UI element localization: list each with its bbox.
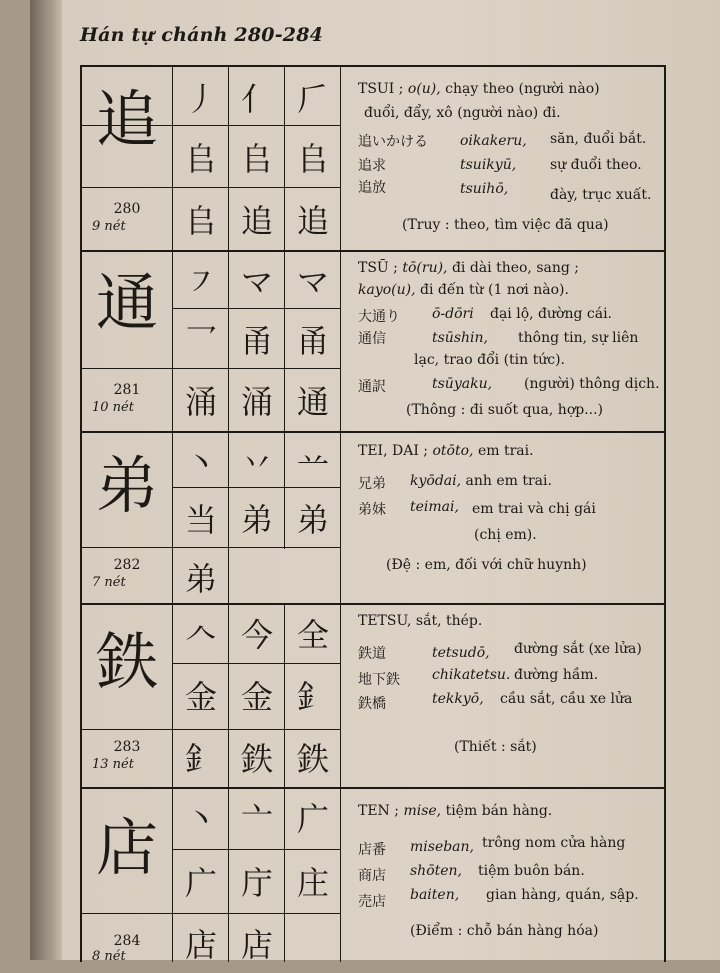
stroke-count: 9 nét xyxy=(92,219,126,234)
stroke-step: 䒑 xyxy=(296,444,329,482)
entry-description: TETSU, sắt, thép. 鉄道 tetsudō, đường sắt (xe lửa) 地下鉄 chikatetsu. đường hầm. 鉄橋 tekkyō, cầu sắt, cầu xe lửa (Thiết : sắt) xyxy=(358,613,642,755)
entry-number: 282 xyxy=(113,557,141,573)
running-head: Hán tự chánh 280-284 xyxy=(80,24,324,46)
main-kanji: 弟 xyxy=(95,449,158,522)
book-spine xyxy=(30,0,62,960)
stroke-step: 丿 xyxy=(184,80,217,118)
stroke-step: 丶 xyxy=(184,800,217,838)
entry-number: 280 xyxy=(113,201,141,217)
entry-number: 283 xyxy=(113,739,141,755)
stroke-step: 亠 xyxy=(240,800,273,838)
stroke-step: 庁 xyxy=(240,864,273,902)
stroke-step: 𠂤 xyxy=(184,140,217,178)
stroke-step: 𠂤 xyxy=(184,202,217,240)
stroke-step: 釒 xyxy=(296,678,329,716)
stroke-step: 亻 xyxy=(240,80,273,118)
stroke-step: 店 xyxy=(240,926,273,964)
stroke-step: 鉄 xyxy=(296,740,329,778)
stroke-step: 丶 xyxy=(184,444,217,482)
stroke-step: 鉄 xyxy=(240,740,273,778)
main-kanji: 追 xyxy=(95,83,158,156)
stroke-step: 店 xyxy=(184,926,217,964)
sino-vietnamese: (Điểm : chỗ bán hàng hóa) xyxy=(410,923,599,939)
entry-283 xyxy=(82,603,666,789)
reading: TETSU, xyxy=(358,613,412,629)
stroke-step: 今 xyxy=(240,616,273,654)
entry-282 xyxy=(82,431,666,605)
stroke-step: 弟 xyxy=(184,560,217,598)
reading: TEN ; xyxy=(358,803,399,819)
stroke-step: 弟 xyxy=(296,501,329,539)
stroke-step: 庄 xyxy=(296,864,329,902)
stroke-count: 7 nét xyxy=(92,575,126,590)
entry-number: 281 xyxy=(113,382,141,398)
stroke-step: マ xyxy=(240,263,273,301)
entry-description: TSŪ ; tō(ru), đi dài theo, sang ; kayo(u), đi đến từ (1 nơi nào). 大通り ō-dōri đại lộ, đường cái. 通信 tsūshin, thông tin, sự liên lạc, trao đổi (tin tức). 通訳 tsūyaku, (người) thông dịch. (Thông : đi suốt qua, hợp...) xyxy=(358,260,660,418)
entry-number: 284 xyxy=(113,933,141,949)
stroke-step: ㇇ xyxy=(184,263,217,301)
stroke-step: 甬 xyxy=(240,322,273,360)
entry-280 xyxy=(82,67,666,252)
main-kanji: 店 xyxy=(95,811,158,884)
stroke-count: 10 nét xyxy=(92,400,134,415)
kanji-table xyxy=(80,65,666,962)
stroke-step: 𠂆 xyxy=(296,80,329,118)
stroke-count: 13 nét xyxy=(92,757,134,772)
stroke-step: 金 xyxy=(184,678,217,716)
stroke-step: ⺂ xyxy=(184,322,217,360)
stroke-step: 全 xyxy=(296,616,329,654)
stroke-step: 广 xyxy=(184,864,217,902)
stroke-step: マ xyxy=(296,263,329,301)
stroke-step: 广 xyxy=(296,800,329,838)
stroke-step: 当 xyxy=(184,501,217,539)
stroke-step: 涌 xyxy=(240,383,273,421)
stroke-step: 金 xyxy=(240,678,273,716)
entry-description: TSUI ; o(u), chạy theo (người nào) đuổi, đẩy, xô (người nào) đi. 追いかける oikakeru, săn, đuổi bắt. 追求 tsuikyū, sự đuổi theo. 追放 tsuihō, đày, trục xuất. (Truy : theo, tìm việc đã qua) xyxy=(358,81,652,233)
entry-284 xyxy=(82,787,666,962)
stroke-step: 甬 xyxy=(296,322,329,360)
stroke-step: 追 xyxy=(240,202,273,240)
sino-vietnamese: (Thông : đi suốt qua, hợp...) xyxy=(406,402,604,418)
stroke-step: 弟 xyxy=(240,501,273,539)
reading: TSUI ; xyxy=(358,81,404,97)
stroke-step: 通 xyxy=(296,383,329,421)
reading: TEI, DAI ; xyxy=(358,443,429,459)
sino-vietnamese: (Đệ : em, đối với chữ huynh) xyxy=(386,557,587,573)
entry-description: TEN ; mise, tiệm bán hàng. 店番 miseban, trông nom cửa hàng 商店 shōten, tiệm buôn bán. 売店 baiten, gian hàng, quán, sập. (Điểm : chỗ bán hàng hóa) xyxy=(358,803,639,939)
stroke-step: 追 xyxy=(296,202,329,240)
sino-vietnamese: (Thiết : sắt) xyxy=(454,739,537,755)
stroke-step: 𠂤 xyxy=(296,140,329,178)
stroke-step: 涌 xyxy=(184,383,217,421)
sino-vietnamese: (Truy : theo, tìm việc đã qua) xyxy=(402,217,609,233)
stroke-count: 8 nét xyxy=(92,949,126,964)
entry-description: TEI, DAI ; otōto, em trai. 兄弟 kyōdai, anh em trai. 弟妹 teimai, em trai và chị gái (chị em). (Đệ : em, đối với chữ huynh) xyxy=(358,443,596,573)
main-kanji: 通 xyxy=(95,266,158,339)
reading: TSŪ ; xyxy=(358,260,398,276)
stroke-step: 丷 xyxy=(240,444,273,482)
main-kanji: 鉄 xyxy=(95,625,158,698)
entry-281 xyxy=(82,250,666,433)
stroke-step: 𠆢 xyxy=(184,616,217,654)
stroke-step: 𠂤 xyxy=(240,140,273,178)
stroke-step: 釒 xyxy=(184,740,217,778)
